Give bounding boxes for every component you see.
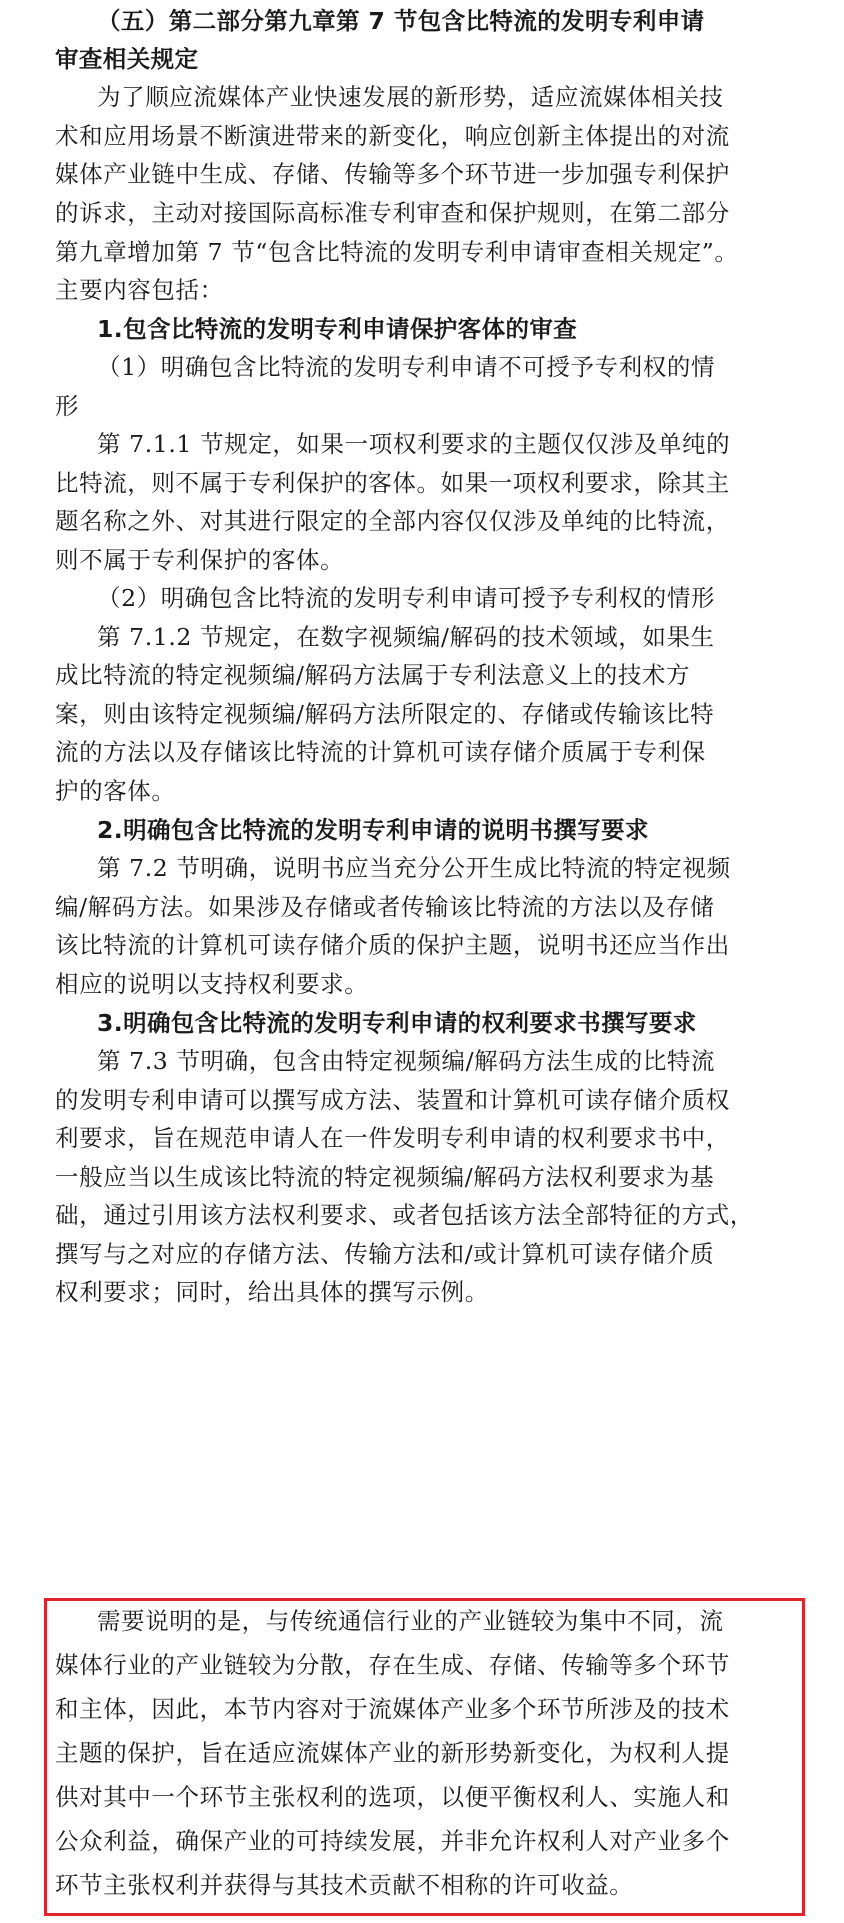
point3-body-line: 的发明专利申请可以撰写成方法、装置和计算机可读存储介质权 [55, 1086, 730, 1114]
intro-line: 第九章增加第 7 节“包含比特流的发明专利申请审查相关规定”。 [55, 238, 739, 266]
point1-sub2-body-line: 第 7.1.2 节规定，在数字视频编/解码的技术领域，如果生 [97, 623, 715, 651]
point3-body-line: 础，通过引用该方法权利要求、或者包括该方法全部特征的方式， [55, 1201, 754, 1229]
point2-body-line: 相应的说明以支持权利要求。 [55, 970, 369, 998]
section-heading-line-1: （五）第二部分第九章第 7 节包含比特流的发明专利申请 [97, 7, 705, 35]
point3-body-line: 一般应当以生成该比特流的特定视频编/解码方法权利要求为基 [55, 1163, 715, 1191]
point1-sub1-body-line: 题名称之外、对其进行限定的全部内容仅仅涉及单纯的比特流， [55, 507, 730, 535]
note-line: 需要说明的是，与传统通信行业的产业链较为集中不同，流 [97, 1607, 724, 1635]
note-line: 公众利益，确保产业的可持续发展，并非允许权利人对产业多个 [55, 1827, 730, 1855]
point1-sub2-body-line: 成比特流的特定视频编/解码方法属于专利法意义上的技术方 [55, 661, 691, 689]
note-line: 主题的保护，旨在适应流媒体产业的新形势新变化，为权利人提 [55, 1739, 730, 1767]
point1-sub2-body-line: 案，则由该特定视频编/解码方法所限定的、存储或传输该比特 [55, 700, 715, 728]
point2-body-line: 编/解码方法。如果涉及存储或者传输该比特流的方法以及存储 [55, 893, 715, 921]
note-line: 媒体行业的产业链较为分散，存在生成、存储、传输等多个环节 [55, 1651, 730, 1679]
intro-line: 术和应用场景不断演进带来的新变化，响应创新主体提出的对流 [55, 122, 730, 150]
point1-heading: 1.包含比特流的发明专利申请保护客体的审查 [97, 315, 578, 343]
point3-body-line: 权利要求；同时，给出具体的撰写示例。 [55, 1278, 489, 1306]
point3-body-line: 利要求，旨在规范申请人在一件发明专利申请的权利要求书中， [55, 1124, 730, 1152]
point2-heading: 2.明确包含比特流的发明专利申请的说明书撰写要求 [97, 816, 649, 844]
note-line: 环节主张权利并获得与其技术贡献不相称的许可收益。 [55, 1871, 634, 1899]
point1-sub2-line: （2）明确包含比特流的发明专利申请可授予专利权的情形 [97, 584, 716, 612]
point1-sub2-body-line: 护的客体。 [55, 777, 176, 805]
point1-sub1-line: 形 [55, 392, 80, 420]
point1-sub1-line: （1）明确包含比特流的发明专利申请不可授予专利权的情 [97, 353, 716, 381]
point1-sub1-body-line: 第 7.1.1 节规定，如果一项权利要求的主题仅仅涉及单纯的 [97, 430, 731, 458]
section-heading-line-2: 审查相关规定 [55, 45, 199, 73]
point2-body-line: 第 7.2 节明确，说明书应当充分公开生成比特流的特定视频 [97, 854, 731, 882]
intro-line: 媒体产业链中生成、存储、传输等多个环节进一步加强专利保护 [55, 160, 730, 188]
intro-line: 的诉求，主动对接国际高标准专利审查和保护规则，在第二部分 [55, 199, 730, 227]
point3-body-line: 撰写与之对应的存储方法、传输方法和/或计算机可读存储介质 [55, 1240, 715, 1268]
point1-sub1-body-line: 比特流，则不属于专利保护的客体。如果一项权利要求，除其主 [55, 469, 730, 497]
intro-line: 主要内容包括： [55, 276, 224, 304]
point2-body-line: 该比特流的计算机可读存储介质的保护主题，说明书还应当作出 [55, 931, 730, 959]
point3-body-line: 第 7.3 节明确，包含由特定视频编/解码方法生成的比特流 [97, 1047, 716, 1075]
point1-sub1-body-line: 则不属于专利保护的客体。 [55, 546, 345, 574]
point3-heading: 3.明确包含比特流的发明专利申请的权利要求书撰写要求 [97, 1009, 697, 1037]
point1-sub2-body-line: 流的方法以及存储该比特流的计算机可读存储介质属于专利保 [55, 738, 706, 766]
intro-line: 为了顺应流媒体产业快速发展的新形势，适应流媒体相关技 [97, 83, 724, 111]
note-line: 供对其中一个环节主张权利的选项，以便平衡权利人、实施人和 [55, 1783, 730, 1811]
note-line: 和主体，因此，本节内容对于流媒体产业多个环节所涉及的技术 [55, 1695, 730, 1723]
